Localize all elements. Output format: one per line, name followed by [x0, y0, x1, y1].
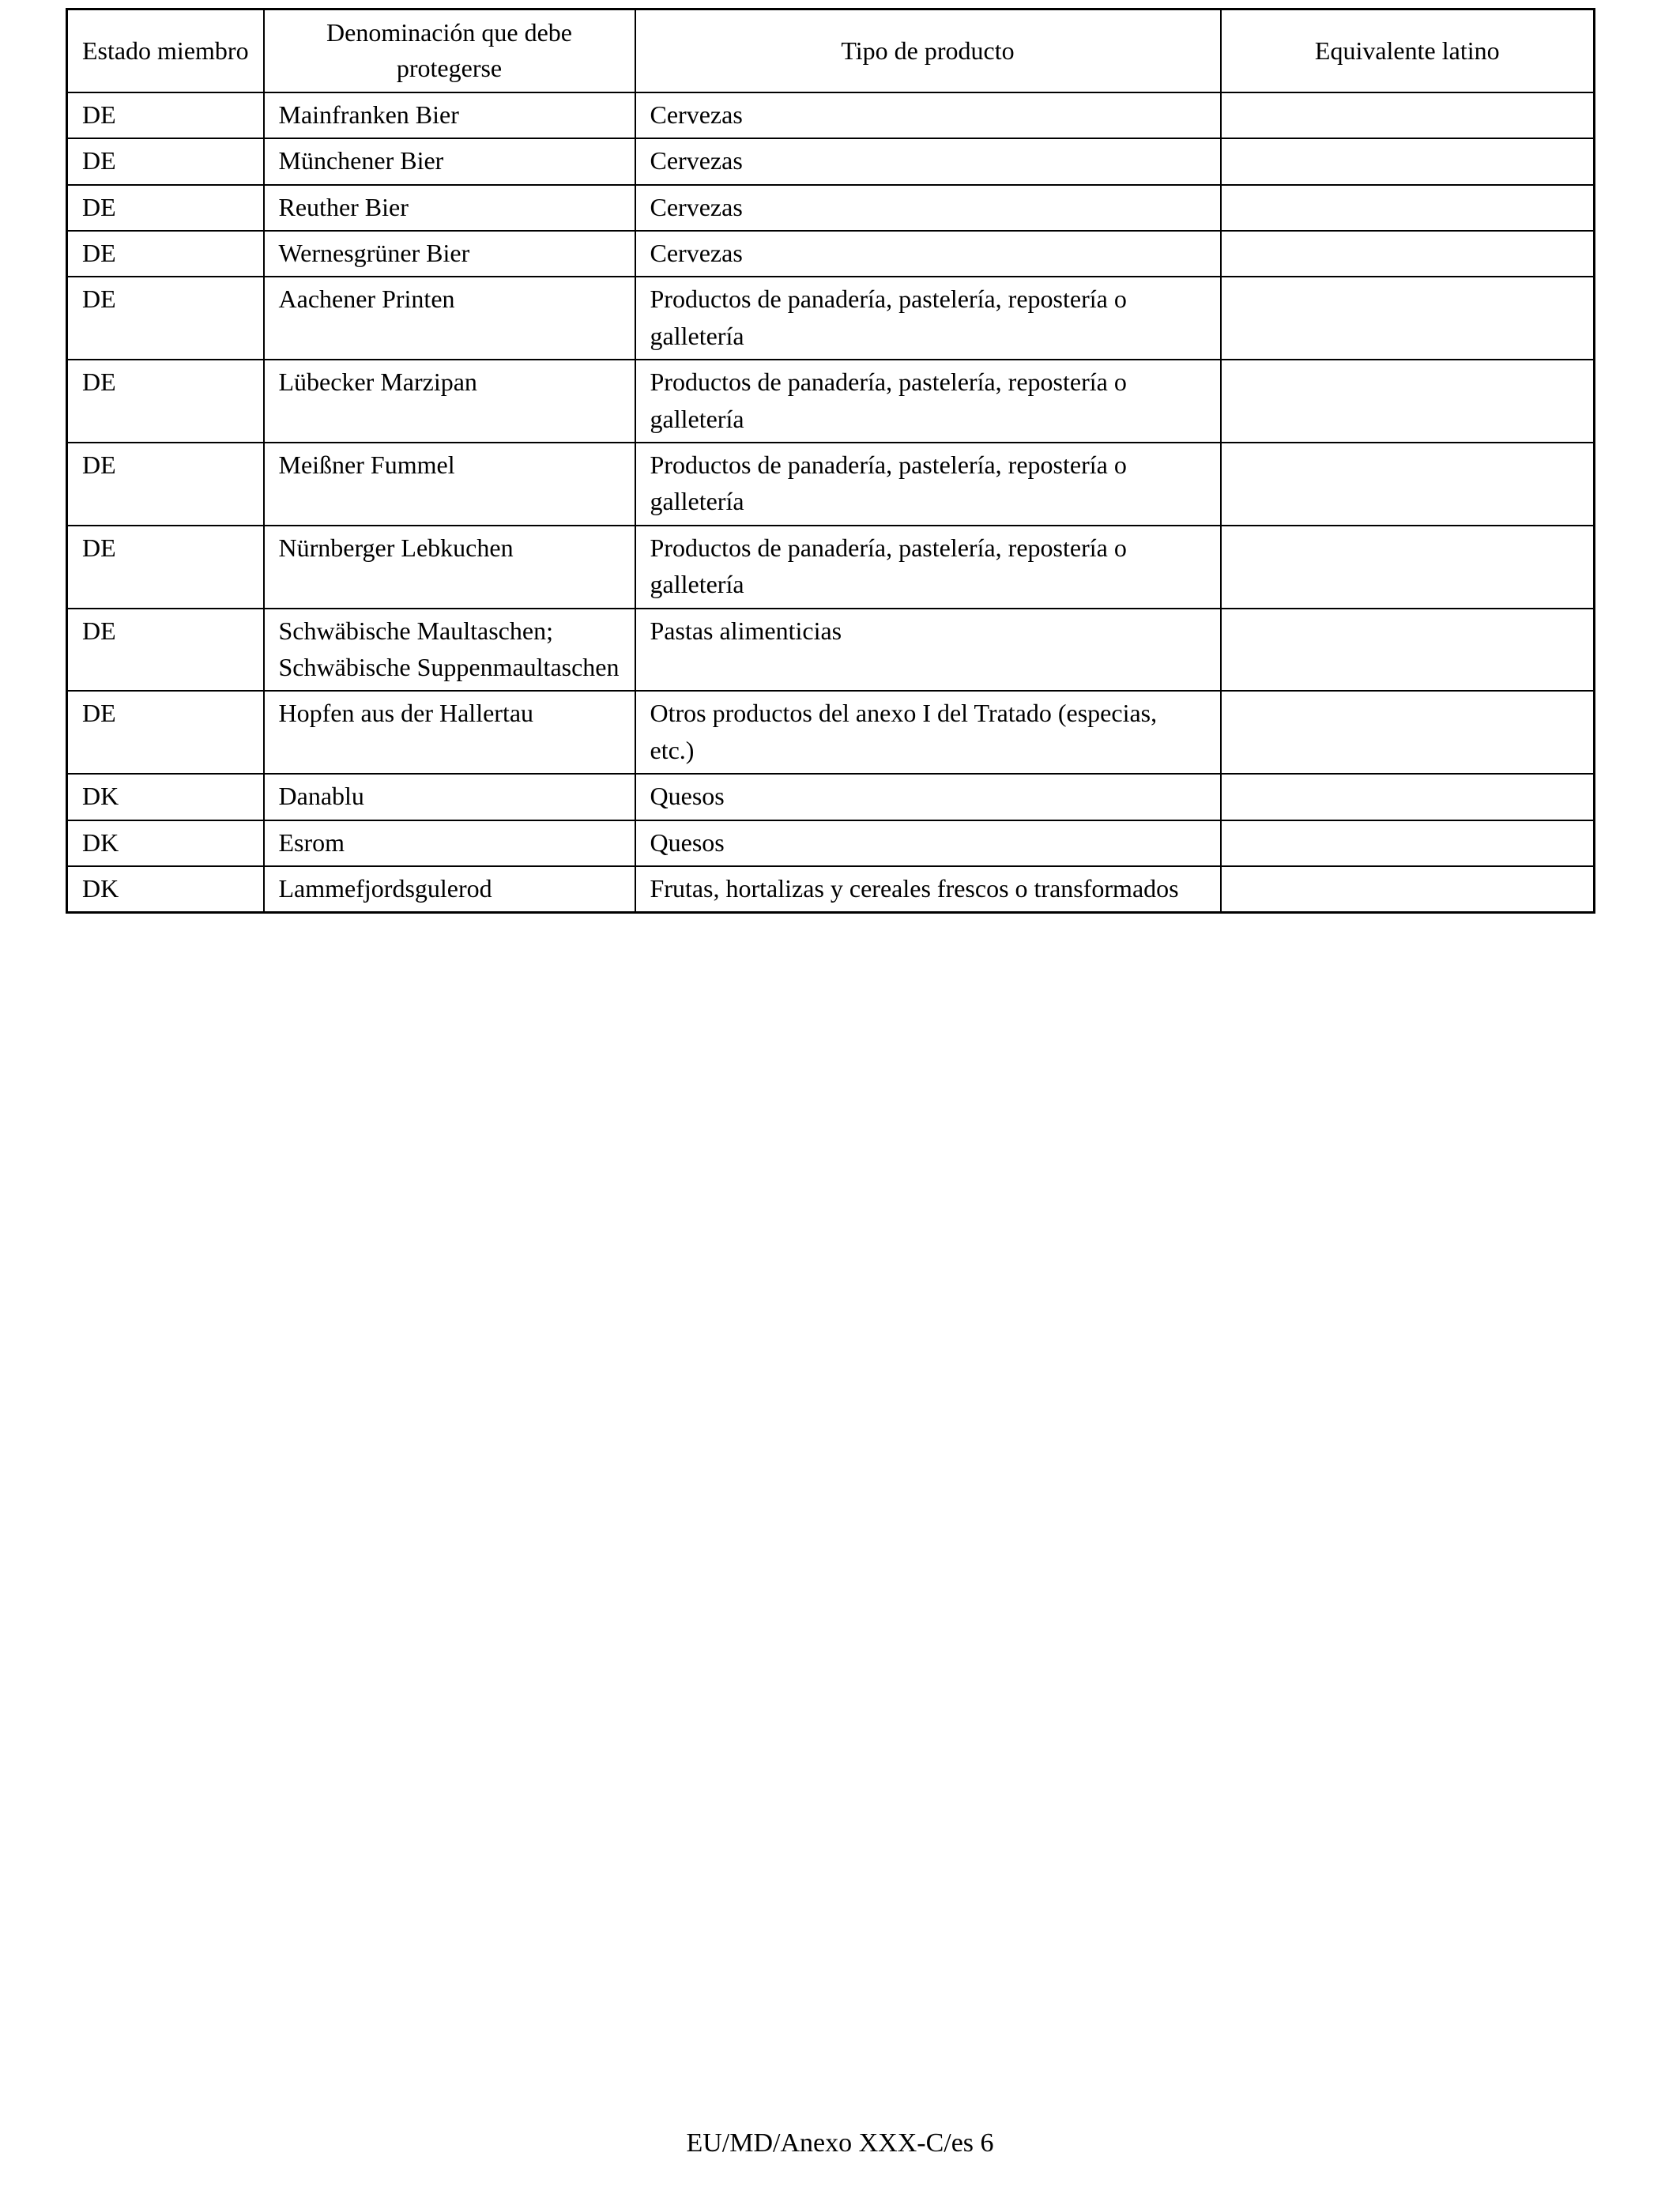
table-cell: Meißner Fummel: [264, 443, 635, 526]
table-row: [67, 774, 1595, 820]
table-cell: Lübecker Marzipan: [264, 360, 635, 443]
table-cell: Münchener Bier: [264, 138, 635, 184]
table-cell: Productos de panadería, pastelería, repostería o galletería: [635, 443, 1221, 526]
table-cell: [1221, 185, 1595, 231]
protected-designations-table-container: [66, 8, 1595, 914]
table-cell: [1221, 820, 1595, 866]
protected-designations-table: [66, 8, 1595, 914]
table-cell: [1221, 360, 1595, 443]
table-row: [67, 526, 1595, 609]
table-row: [67, 92, 1595, 138]
table-cell: [1221, 443, 1595, 526]
table-cell: Frutas, hortalizas y cereales frescos o transformados: [635, 866, 1221, 913]
table-cell: Quesos: [635, 774, 1221, 820]
column-header: Tipo de producto: [635, 9, 1221, 92]
table-row: [67, 443, 1595, 526]
table-cell: DE: [67, 185, 264, 231]
header-row: [67, 9, 1595, 92]
table-cell: DE: [67, 360, 264, 443]
table-cell: Pastas alimenticias: [635, 609, 1221, 692]
table-cell: Wernesgrüner Bier: [264, 231, 635, 277]
table-cell: Cervezas: [635, 231, 1221, 277]
table-cell: Hopfen aus der Hallertau: [264, 691, 635, 774]
table-cell: DK: [67, 866, 264, 913]
column-header: Equivalente latino: [1221, 9, 1595, 92]
table-cell: Cervezas: [635, 92, 1221, 138]
table-cell: [1221, 92, 1595, 138]
table-cell: Otros productos del anexo I del Tratado (especias, etc.): [635, 691, 1221, 774]
table-cell: DK: [67, 820, 264, 866]
table-cell: Lammefjordsgulerod: [264, 866, 635, 913]
table-cell: DE: [67, 92, 264, 138]
table-cell: [1221, 138, 1595, 184]
table-cell: DE: [67, 609, 264, 692]
table-body: [67, 92, 1595, 913]
table-cell: DE: [67, 443, 264, 526]
table-cell: Quesos: [635, 820, 1221, 866]
table-cell: Danablu: [264, 774, 635, 820]
table-cell: DE: [67, 277, 264, 360]
table-cell: Schwäbische Maultaschen; Schwäbische Suppenmaultaschen: [264, 609, 635, 692]
table-cell: [1221, 231, 1595, 277]
table-row: [67, 138, 1595, 184]
table-cell: Reuther Bier: [264, 185, 635, 231]
table-row: [67, 820, 1595, 866]
table-cell: DE: [67, 526, 264, 609]
table-cell: [1221, 866, 1595, 913]
table-cell: [1221, 609, 1595, 692]
table-cell: DE: [67, 691, 264, 774]
table-cell: Productos de panadería, pastelería, repostería o galletería: [635, 526, 1221, 609]
table-cell: Mainfranken Bier: [264, 92, 635, 138]
table-cell: Cervezas: [635, 185, 1221, 231]
table-row: [67, 360, 1595, 443]
table-row: [67, 609, 1595, 692]
table-cell: [1221, 277, 1595, 360]
table-cell: DK: [67, 774, 264, 820]
table-row: [67, 231, 1595, 277]
table-row: [67, 866, 1595, 913]
table-cell: Esrom: [264, 820, 635, 866]
column-header: Estado miembro: [67, 9, 264, 92]
table-cell: Productos de panadería, pastelería, repostería o galletería: [635, 277, 1221, 360]
page-footer: EU/MD/Anexo XXX-C/es 6: [686, 2128, 994, 2158]
table-cell: Aachener Printen: [264, 277, 635, 360]
table-cell: Cervezas: [635, 138, 1221, 184]
column-header: Denominación que debe protegerse: [264, 9, 635, 92]
table-cell: [1221, 774, 1595, 820]
table-cell: DE: [67, 138, 264, 184]
table-row: [67, 185, 1595, 231]
table-cell: Productos de panadería, pastelería, repostería o galletería: [635, 360, 1221, 443]
table-row: [67, 277, 1595, 360]
table-cell: Nürnberger Lebkuchen: [264, 526, 635, 609]
table-row: [67, 691, 1595, 774]
table-cell: [1221, 691, 1595, 774]
table-cell: DE: [67, 231, 264, 277]
table-cell: [1221, 526, 1595, 609]
